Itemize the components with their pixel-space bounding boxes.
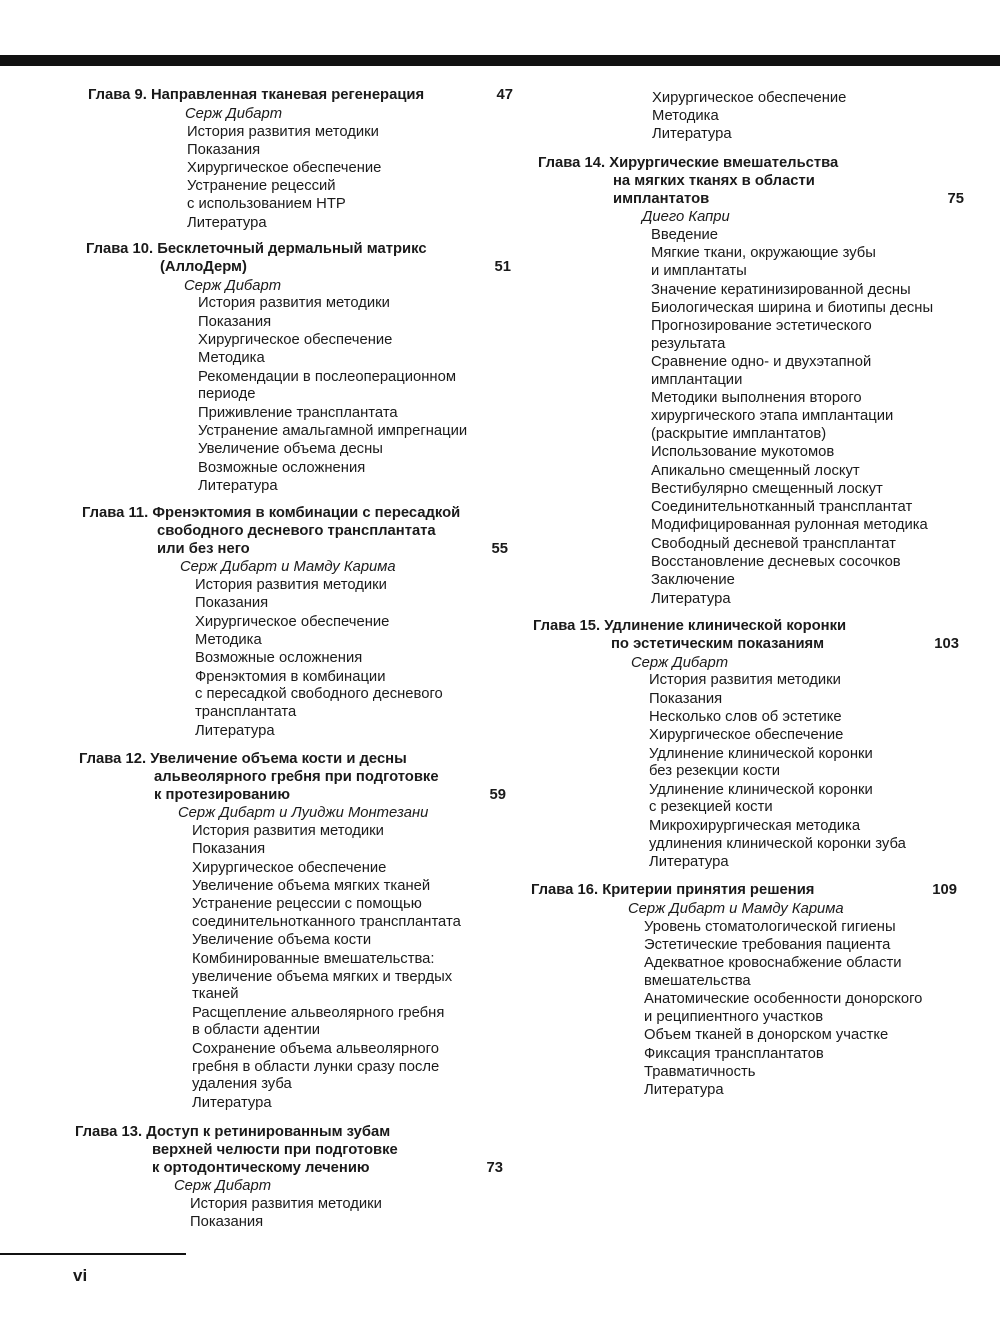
toc-item	[651, 227, 964, 245]
toc-item-line: Расщепление альвеолярного гребня	[192, 1004, 445, 1021]
toc-item-line: Уровень стоматологической гигиены	[644, 918, 896, 935]
toc-item	[198, 441, 511, 459]
toc-item-list	[533, 672, 959, 871]
toc-item-line: хирургического этапа имплантации	[651, 408, 894, 425]
toc-item	[644, 937, 957, 955]
toc-item-line: Восстановление десневых сосочков	[651, 554, 901, 571]
chapter-label: Глава 12.	[79, 751, 147, 767]
toc-item	[187, 160, 513, 178]
toc-item	[192, 896, 506, 932]
chapter-title-line	[538, 173, 964, 191]
chapter-title: по эстетическим показаниям	[611, 635, 825, 652]
chapter-title: к ортодонтическому лечению	[152, 1159, 370, 1176]
toc-item-line: Хирургическое обеспечение	[198, 331, 393, 348]
toc-item-line: соединительнотканного трансплантата	[192, 914, 461, 931]
toc-item-line: Эстетические требования пациента	[644, 936, 891, 953]
chapter-title-line	[82, 541, 508, 559]
toc-item	[644, 1027, 957, 1045]
chapter-14	[538, 155, 964, 609]
toc-item	[195, 669, 508, 722]
toc-item-line: История развития методики	[198, 295, 390, 312]
chapter-title: верхней челюсти при подготовке	[152, 1141, 398, 1158]
toc-item-line: с резекцией кости	[649, 799, 773, 816]
toc-item-line: Показания	[190, 1214, 264, 1231]
chapter-label: Глава 14.	[538, 155, 606, 171]
toc-item	[644, 1064, 957, 1082]
toc-item	[195, 632, 508, 650]
chapter-title: Критерии принятия решения	[602, 882, 815, 898]
toc-item	[195, 595, 508, 613]
toc-item	[651, 499, 964, 517]
continuation-block	[652, 90, 982, 143]
toc-item	[187, 178, 513, 214]
toc-item	[198, 314, 511, 332]
toc-item-line: имплантации	[651, 372, 743, 389]
toc-item	[651, 245, 964, 281]
toc-item	[649, 727, 959, 745]
toc-item	[649, 691, 959, 709]
chapter-author: Серж Дибарт	[631, 654, 729, 671]
chapter-heading	[538, 155, 964, 208]
toc-item-line: Литература	[195, 722, 275, 739]
toc-item-line: Биологическая ширина и биотипы десны	[651, 299, 934, 316]
chapter-title-line	[75, 1160, 503, 1178]
toc-item	[644, 955, 957, 991]
toc-item-list	[79, 823, 506, 1112]
toc-item-line: Сравнение одно- и двухэтапной	[651, 354, 872, 371]
toc-item-list	[82, 577, 508, 740]
toc-item-line: увеличение объема мягких и твердых	[192, 968, 453, 985]
toc-item-line: Устранение рецессий	[187, 178, 336, 195]
toc-item-line: периоде	[198, 386, 256, 403]
chapter-15	[533, 618, 959, 872]
chapter-author: Диего Капри	[642, 209, 730, 226]
toc-item	[651, 517, 964, 535]
toc-item	[649, 854, 959, 872]
toc-item	[198, 405, 511, 423]
toc-item	[651, 481, 964, 499]
chapter-author: Серж Дибарт и Мамду Карима	[628, 900, 844, 917]
toc-item	[651, 390, 964, 443]
chapter-page-number: 73	[486, 1159, 503, 1176]
chapter-title: Бесклеточный дермальный матрикс	[157, 241, 427, 257]
toc-item-line: результата	[651, 335, 726, 352]
toc-item	[651, 444, 964, 462]
chapter-title-line	[79, 769, 506, 787]
toc-item-line: Заключение	[651, 572, 735, 589]
toc-item-line: Несколько слов об эстетике	[649, 708, 842, 725]
chapter-page-number: 47	[496, 87, 513, 103]
chapter-13	[75, 1124, 503, 1233]
toc-item-line: Методики выполнения второго	[651, 390, 862, 407]
chapter-title: Удлинение клинической коронки	[604, 618, 847, 634]
toc-item-line: История развития методики	[649, 672, 841, 689]
toc-item	[198, 460, 511, 478]
toc-item-line: Показания	[192, 841, 266, 858]
toc-item-line: тканей	[192, 986, 239, 1003]
toc-item	[649, 709, 959, 727]
chapter-title: Хирургические вмешательства	[609, 155, 839, 171]
toc-item	[644, 919, 957, 937]
toc-item-line: Хирургическое обеспечение	[192, 859, 387, 876]
toc-item	[198, 350, 511, 368]
toc-item-line: Литература	[192, 1094, 272, 1111]
toc-item-line: Прогнозирование эстетического	[651, 318, 872, 335]
toc-item-line: Устранение амальгамной импрегнации	[198, 422, 468, 439]
toc-item-line: Литература	[198, 477, 278, 494]
toc-item-list	[538, 227, 964, 608]
chapter-author: Серж Дибарт	[174, 1178, 272, 1195]
toc-item-line: Сохранение объема альвеолярного	[192, 1040, 439, 1057]
toc-item	[192, 932, 506, 950]
toc-item	[198, 369, 511, 405]
toc-item-list	[75, 1196, 503, 1232]
chapter-author: Серж Дибарт	[185, 105, 283, 122]
chapter-title-line	[79, 751, 506, 769]
chapter-label: Глава 10.	[86, 241, 154, 257]
toc-item	[644, 991, 957, 1027]
toc-item-line: Устранение рецессии с помощью	[192, 896, 422, 913]
toc-item-line: Травматичность	[644, 1063, 756, 1080]
toc-item-line: Объем тканей в донорском участке	[644, 1027, 889, 1044]
toc-item-line: Рекомендации в послеоперационном	[198, 368, 456, 385]
toc-item: Методика	[652, 107, 719, 124]
chapter-title-line	[86, 259, 511, 277]
chapter-11	[82, 505, 508, 741]
chapter-title-line	[82, 505, 508, 523]
toc-item-line: Литература	[644, 1082, 724, 1099]
toc-item-line: Увеличение объема кости	[192, 932, 372, 949]
chapter-heading	[86, 241, 511, 277]
toc-item	[198, 478, 511, 496]
chapter-title: к протезированию	[154, 786, 290, 803]
chapter-page-number: 55	[491, 540, 508, 557]
toc-item-line: История развития методики	[187, 123, 379, 140]
chapter-heading	[533, 618, 959, 654]
toc-item	[649, 672, 959, 690]
chapter-12	[79, 751, 506, 1113]
chapter-page-number: 75	[947, 190, 964, 207]
chapter-title-line	[75, 1124, 503, 1142]
toc-item-line: Увеличение объема десны	[198, 441, 383, 458]
top-rule	[0, 55, 1000, 66]
chapter-title-line	[79, 787, 506, 805]
toc-item-line: Увеличение объема мягких тканей	[192, 878, 431, 895]
toc-item-line: (раскрытие имплантатов)	[651, 425, 827, 442]
chapter-label: Глава 15.	[533, 618, 601, 634]
toc-item-line: Комбинированные вмешательства:	[192, 950, 435, 967]
toc-item-line: Возможные осложнения	[195, 650, 363, 667]
toc-item-line: Литература	[187, 214, 267, 231]
toc-item-line: и имплантаты	[651, 263, 747, 280]
chapter-heading	[79, 751, 506, 804]
toc-item-line: Использование мукотомов	[651, 444, 835, 461]
toc-item-line: без резекции кости	[649, 763, 780, 780]
chapter-author: Серж Дибарт и Луиджи Монтезани	[178, 805, 429, 822]
toc-item-line: Апикально смещенный лоскут	[651, 462, 860, 479]
toc-item-line: Приживление трансплантата	[198, 404, 398, 421]
chapter-title-line	[531, 882, 957, 900]
bottom-rule	[0, 1253, 186, 1255]
toc-item-line: Показания	[195, 595, 269, 612]
toc-item	[649, 746, 959, 782]
toc-item-line: Анатомические особенности донорского	[644, 991, 923, 1008]
chapter-9	[88, 87, 513, 233]
toc-item	[192, 951, 506, 1004]
toc-item-line: Хирургическое обеспечение	[649, 727, 844, 744]
chapter-title-line	[538, 191, 964, 209]
chapter-page-number: 103	[934, 635, 959, 652]
toc-item-line: Литература	[651, 590, 731, 607]
chapter-title-line	[88, 87, 513, 105]
chapter-title-line	[538, 155, 964, 173]
toc-item	[651, 300, 964, 318]
toc-item	[651, 572, 964, 590]
toc-item	[644, 1046, 957, 1064]
toc-item	[187, 142, 513, 160]
toc-item	[195, 614, 508, 632]
chapter-label: Глава 16.	[531, 882, 599, 898]
toc-item	[192, 1095, 506, 1113]
chapter-label: Глава 13.	[75, 1124, 143, 1140]
toc-item	[190, 1214, 503, 1232]
toc-item-line: Модифицированная рулонная методика	[651, 517, 928, 534]
toc-item	[198, 295, 511, 313]
chapter-heading	[531, 882, 957, 900]
toc-item-line: Удлинение клинической коронки	[649, 745, 873, 762]
toc-item-line: Удлинение клинической коронки	[649, 781, 873, 798]
toc-item	[651, 463, 964, 481]
toc-item-line: История развития методики	[192, 823, 384, 840]
chapter-title-line	[86, 241, 511, 259]
toc-item-line: и реципиентного участков	[644, 1009, 824, 1026]
toc-item-line: Свободный десневой трансплантат	[651, 535, 896, 552]
chapter-title-line	[533, 618, 959, 636]
page-number: vi	[73, 1266, 88, 1285]
toc-item-line: Методика	[198, 350, 265, 367]
toc-item	[649, 782, 959, 818]
toc-item-line: Методика	[195, 632, 262, 649]
toc-item	[187, 215, 513, 233]
toc-item-line: Адекватное кровоснабжение области	[644, 955, 902, 972]
toc-item	[192, 1041, 506, 1094]
toc-item: Литература	[652, 125, 732, 142]
toc-item-line: с пересадкой свободного десневого	[195, 686, 443, 703]
chapter-title: или без него	[157, 540, 250, 557]
toc-item-line: Хирургическое обеспечение	[195, 613, 390, 630]
toc-item	[198, 423, 511, 441]
toc-item	[187, 124, 513, 142]
toc-item: Хирургическое обеспечение	[652, 90, 847, 106]
toc-item	[192, 1005, 506, 1041]
chapter-title: Френэктомия в комбинации с пересадкой	[152, 505, 461, 521]
toc-item	[195, 650, 508, 668]
toc-item-line: в области адентии	[192, 1022, 320, 1039]
toc-item-line: Хирургическое обеспечение	[187, 160, 382, 177]
toc-item-line: трансплантата	[195, 704, 297, 721]
toc-item	[651, 318, 964, 354]
chapter-heading	[75, 1124, 503, 1177]
toc-item-line: Показания	[649, 690, 723, 707]
toc-item-line: гребня в области лунки сразу после	[192, 1058, 440, 1075]
chapter-title: имплантатов	[613, 190, 710, 207]
chapter-author: Серж Дибарт	[184, 277, 282, 294]
chapter-title: Доступ к ретинированным зубам	[146, 1124, 391, 1140]
chapter-title: альвеолярного гребня при подготовке	[154, 768, 439, 785]
toc-item-line: Литература	[649, 853, 729, 870]
toc-item-line: Возможные осложнения	[198, 459, 366, 476]
toc-item-line: История развития методики	[190, 1196, 382, 1213]
chapter-page-number: 59	[489, 786, 506, 803]
toc-item	[192, 823, 506, 841]
chapter-page-number: 51	[494, 258, 511, 275]
toc-item	[192, 860, 506, 878]
chapter-heading	[82, 505, 508, 558]
chapter-title: Увеличение объема кости и десны	[150, 751, 407, 767]
chapter-title: на мягких тканях в области	[613, 172, 815, 189]
toc-item-line: Френэктомия в комбинации	[195, 668, 386, 685]
toc-item	[192, 878, 506, 896]
chapter-title-line	[75, 1142, 503, 1160]
toc-item	[651, 554, 964, 572]
toc-item	[649, 818, 959, 854]
chapter-16	[531, 882, 957, 1101]
chapter-title-line	[533, 636, 959, 654]
chapter-title: Направленная тканевая регенерация	[151, 87, 425, 103]
chapter-10	[86, 241, 511, 496]
toc-item-line: Значение кератинизированной десны	[651, 281, 911, 298]
chapter-title: (АллоДерм)	[160, 258, 247, 275]
toc-item-line: Соединительнотканный трансплантат	[651, 499, 913, 516]
toc-item-line: Вестибулярно смещенный лоскут	[651, 480, 883, 497]
toc-item-list	[86, 295, 511, 495]
toc-item	[651, 536, 964, 554]
chapter-title: свободного десневого трансплантата	[157, 522, 436, 539]
chapter-label: Глава 9.	[88, 87, 147, 103]
toc-item-line: удаления зуба	[192, 1076, 292, 1093]
chapter-title-line	[82, 523, 508, 541]
toc-item-line: вмешательства	[644, 972, 751, 989]
toc-item-line: Показания	[198, 313, 272, 330]
toc-item-line: Фиксация трансплантатов	[644, 1045, 824, 1062]
toc-item-list	[531, 919, 957, 1100]
toc-item	[195, 577, 508, 595]
toc-item	[195, 723, 508, 741]
toc-item-line: История развития методики	[195, 577, 387, 594]
chapter-heading	[88, 87, 513, 105]
toc-item	[198, 332, 511, 350]
toc-item	[651, 591, 964, 609]
toc-item-line: с использованием НТР	[187, 196, 346, 213]
toc-item-line: удлинения клинической коронки зуба	[649, 835, 906, 852]
chapter-label: Глава 11.	[82, 505, 149, 521]
toc-item	[644, 1082, 957, 1100]
toc-item-line: Показания	[187, 141, 261, 158]
chapter-author: Серж Дибарт и Мамду Карима	[180, 559, 396, 576]
chapter-page-number: 109	[932, 882, 957, 898]
toc-item-line: Мягкие ткани, окружающие зубы	[651, 245, 876, 262]
toc-item-line: Введение	[651, 227, 718, 244]
toc-item	[192, 841, 506, 859]
toc-item-list	[88, 124, 513, 233]
toc-item-line: Микрохирургическая методика	[649, 817, 861, 834]
toc-item	[651, 282, 964, 300]
toc-item	[651, 354, 964, 390]
toc-item	[190, 1196, 503, 1214]
